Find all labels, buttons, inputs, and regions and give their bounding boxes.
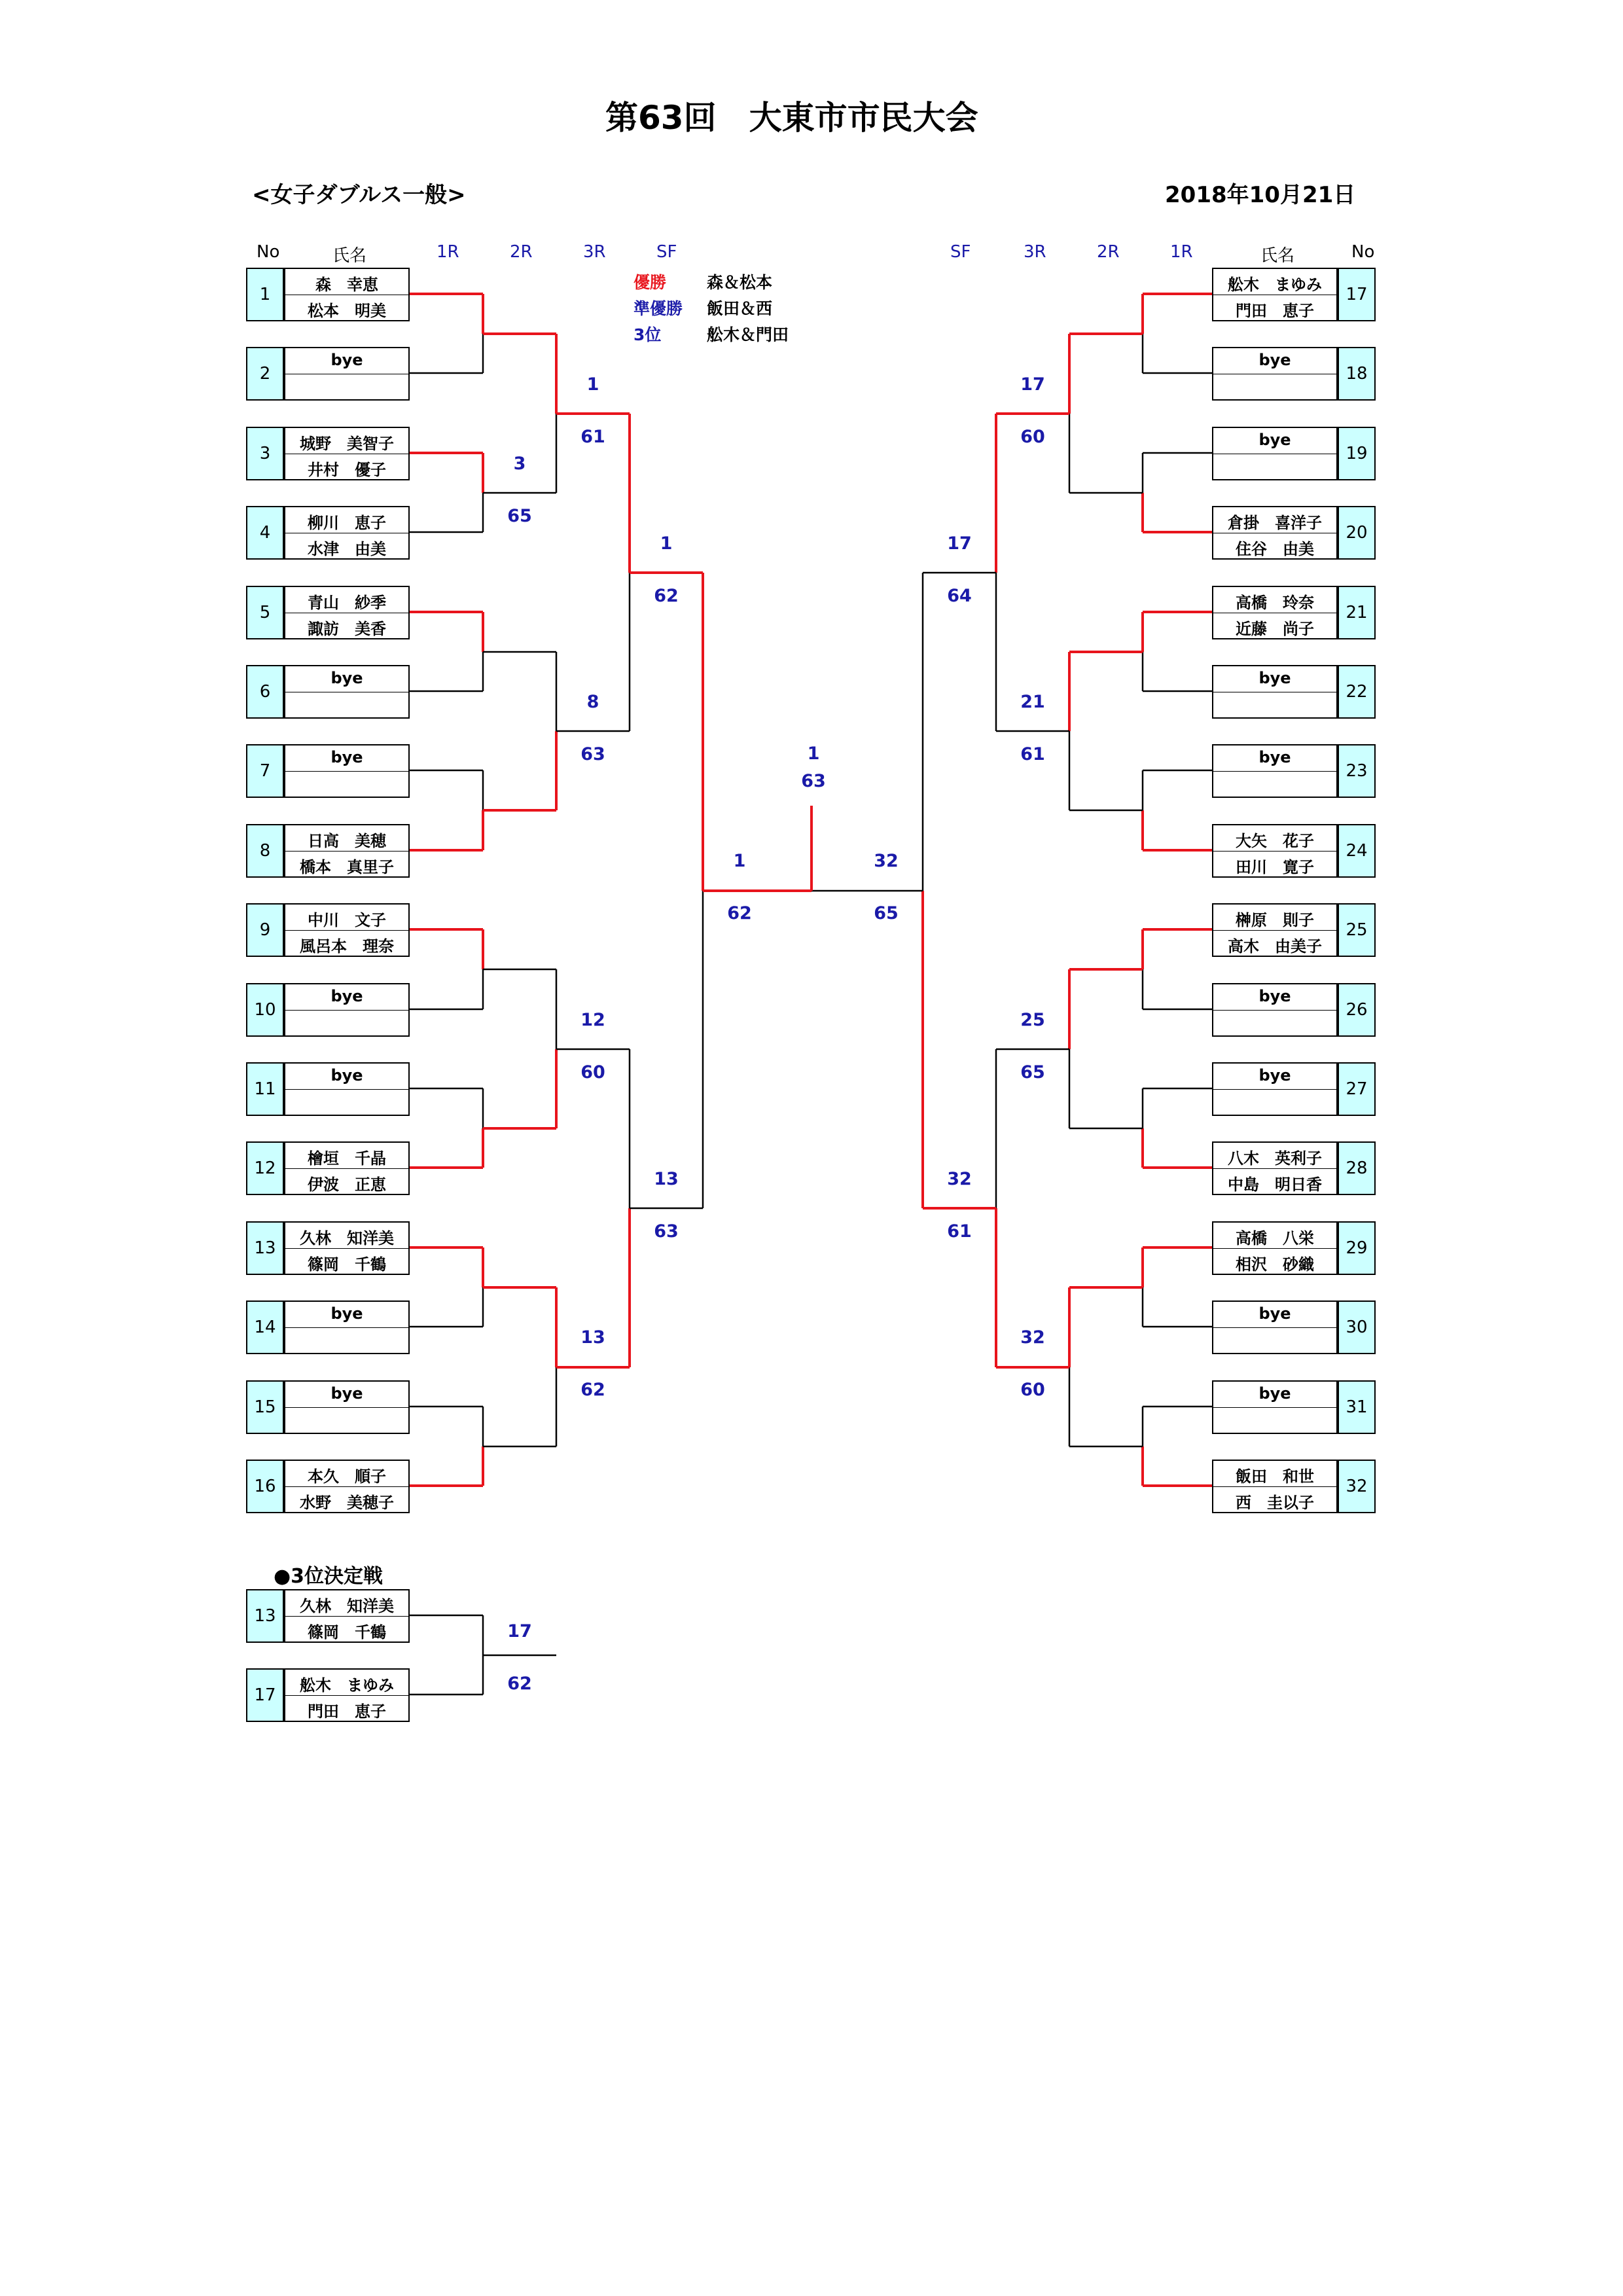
entry-name-box bbox=[1212, 586, 1338, 639]
entry-name-box bbox=[284, 665, 410, 719]
player-name: 柳川 恵子 bbox=[308, 514, 386, 532]
match-score: 13 bbox=[580, 1327, 605, 1348]
player-name: 水野 美穂子 bbox=[300, 1494, 394, 1512]
entry-name-box bbox=[1212, 903, 1338, 957]
name-divider bbox=[1213, 1089, 1336, 1090]
entry-name-box bbox=[284, 1221, 410, 1275]
entry-number: 10 bbox=[246, 983, 284, 1037]
player-name: 久林 知洋美 bbox=[300, 1597, 394, 1615]
entry-number: 32 bbox=[1338, 1460, 1376, 1513]
player-name: 舩木 まゆみ bbox=[1228, 276, 1322, 294]
name-divider bbox=[1213, 771, 1336, 772]
name-divider bbox=[1213, 1327, 1336, 1328]
player-name: 榊原 則子 bbox=[1236, 911, 1314, 929]
match-score: 63 bbox=[580, 744, 605, 764]
entry-number: 22 bbox=[1338, 665, 1376, 719]
entry-name-box bbox=[1212, 1141, 1338, 1195]
player-name: bye bbox=[330, 987, 363, 1005]
entry-name-box bbox=[1212, 1300, 1338, 1354]
player-name: 西 圭以子 bbox=[1236, 1494, 1314, 1512]
player-name: bye bbox=[330, 1066, 363, 1085]
entry-number: 12 bbox=[246, 1141, 284, 1195]
player-name: bye bbox=[1258, 351, 1291, 369]
player-name: 高橋 玲奈 bbox=[1236, 594, 1314, 612]
entry-name-box bbox=[284, 1141, 410, 1195]
match-score: 8 bbox=[586, 692, 599, 712]
match-score: 61 bbox=[580, 427, 605, 447]
player-name: 田川 寛子 bbox=[1236, 858, 1314, 876]
entry-number: 5 bbox=[246, 586, 284, 639]
name-divider bbox=[285, 771, 408, 772]
player-name: bye bbox=[1258, 1384, 1291, 1403]
entry-number: 9 bbox=[246, 903, 284, 957]
player-name: 中川 文子 bbox=[308, 911, 386, 929]
player-name: 八木 英利子 bbox=[1228, 1149, 1322, 1168]
entry-number: 8 bbox=[246, 824, 284, 878]
name-divider bbox=[285, 1616, 408, 1617]
name-divider bbox=[285, 1407, 408, 1408]
match-score: 17 bbox=[947, 533, 972, 554]
player-name: bye bbox=[330, 748, 363, 766]
header-left-1r: 1R bbox=[437, 242, 459, 262]
name-divider bbox=[1213, 1168, 1336, 1169]
entry-number: 13 bbox=[246, 1221, 284, 1275]
header-left-no: No bbox=[257, 242, 280, 262]
player-name: 大矢 花子 bbox=[1236, 832, 1314, 850]
player-name: bye bbox=[330, 1384, 363, 1403]
third-place-title: ●3位決定戦 bbox=[274, 1565, 383, 1588]
player-name: 日高 美穂 bbox=[308, 832, 386, 850]
match-score: 65 bbox=[507, 506, 532, 526]
entry-name-box bbox=[1212, 665, 1338, 719]
entry-number: 20 bbox=[1338, 506, 1376, 560]
player-name: bye bbox=[1258, 987, 1291, 1005]
match-score: 63 bbox=[801, 771, 826, 791]
result-winner-value: 森＆松本 bbox=[707, 273, 773, 292]
entry-name-box bbox=[284, 268, 410, 321]
player-name: bye bbox=[1258, 748, 1291, 766]
entry-number: 11 bbox=[246, 1062, 284, 1116]
name-divider bbox=[1213, 930, 1336, 931]
result-third-value: 舩木＆門田 bbox=[707, 325, 789, 344]
entry-name-box bbox=[1212, 506, 1338, 560]
name-divider bbox=[285, 1010, 408, 1011]
header-right-2r: 2R bbox=[1097, 242, 1120, 262]
player-name: 水津 由美 bbox=[308, 540, 386, 558]
result-runnerup-label: 準優勝 bbox=[633, 299, 683, 318]
match-score: 12 bbox=[580, 1010, 605, 1030]
entry-name-box bbox=[284, 983, 410, 1037]
player-name: bye bbox=[330, 351, 363, 369]
player-name: 森 幸恵 bbox=[315, 276, 378, 294]
entry-number: 14 bbox=[246, 1300, 284, 1354]
player-name: bye bbox=[1258, 1066, 1291, 1085]
entry-name-box bbox=[284, 427, 410, 480]
player-name: bye bbox=[330, 1304, 363, 1323]
player-name: 諏訪 美香 bbox=[308, 620, 386, 638]
result-winner-label: 優勝 bbox=[633, 273, 667, 292]
entry-number: 28 bbox=[1338, 1141, 1376, 1195]
entry-number: 19 bbox=[1338, 427, 1376, 480]
entry-number: 30 bbox=[1338, 1300, 1376, 1354]
match-score: 60 bbox=[1020, 427, 1045, 447]
entry-name-box bbox=[284, 347, 410, 401]
name-divider bbox=[285, 1486, 408, 1487]
player-name: bye bbox=[1258, 669, 1291, 687]
player-name: bye bbox=[1258, 1304, 1291, 1323]
entry-name-box bbox=[284, 1380, 410, 1434]
header-right-3r: 3R bbox=[1024, 242, 1046, 262]
player-name: 舩木 まゆみ bbox=[300, 1676, 394, 1695]
entry-name-box bbox=[284, 1589, 410, 1643]
player-name: 高橋 八栄 bbox=[1236, 1229, 1314, 1247]
match-score: 32 bbox=[1020, 1327, 1045, 1348]
match-score: 13 bbox=[654, 1169, 679, 1189]
result-third-label: 3位 bbox=[633, 325, 662, 344]
player-name: 倉掛 喜洋子 bbox=[1228, 514, 1322, 532]
name-divider bbox=[285, 1089, 408, 1090]
match-score: 62 bbox=[654, 586, 679, 606]
entry-name-box bbox=[284, 586, 410, 639]
match-score: 65 bbox=[1020, 1062, 1045, 1083]
match-score: 32 bbox=[874, 851, 899, 871]
match-score: 61 bbox=[1020, 744, 1045, 764]
header-right-no: No bbox=[1351, 242, 1375, 262]
player-name: 高木 由美子 bbox=[1228, 937, 1322, 956]
name-divider bbox=[285, 1248, 408, 1249]
match-score: 62 bbox=[580, 1380, 605, 1400]
entry-name-box bbox=[284, 1062, 410, 1116]
entry-number: 4 bbox=[246, 506, 284, 560]
player-name: 井村 優子 bbox=[308, 461, 386, 479]
header-left-3r: 3R bbox=[583, 242, 606, 262]
header-left-name: 氏名 bbox=[332, 246, 367, 266]
match-score: 60 bbox=[580, 1062, 605, 1083]
third-place-winner: 17 bbox=[507, 1621, 532, 1641]
match-score: 21 bbox=[1020, 692, 1045, 712]
header-right-sf: SF bbox=[950, 242, 971, 262]
player-name: 篠岡 千鶴 bbox=[308, 1623, 386, 1641]
player-name: 門田 恵子 bbox=[1236, 302, 1314, 320]
player-name: 松本 明美 bbox=[308, 302, 386, 320]
entry-number: 7 bbox=[246, 744, 284, 798]
name-divider bbox=[1213, 1010, 1336, 1011]
entry-number: 27 bbox=[1338, 1062, 1376, 1116]
match-score: 1 bbox=[586, 374, 599, 395]
player-name: 住谷 由美 bbox=[1236, 540, 1314, 558]
match-score: 32 bbox=[947, 1169, 972, 1189]
player-name: bye bbox=[1258, 431, 1291, 449]
player-name: 本久 順子 bbox=[308, 1467, 386, 1486]
entry-name-box bbox=[1212, 347, 1338, 401]
match-score: 1 bbox=[733, 851, 746, 871]
name-divider bbox=[285, 1168, 408, 1169]
match-score: 64 bbox=[947, 586, 972, 606]
entry-name-box bbox=[1212, 1062, 1338, 1116]
entry-number: 17 bbox=[246, 1668, 284, 1722]
player-name: 橋本 真里子 bbox=[300, 858, 394, 876]
match-score: 62 bbox=[727, 903, 752, 924]
entry-number: 21 bbox=[1338, 586, 1376, 639]
entry-number: 18 bbox=[1338, 347, 1376, 401]
player-name: bye bbox=[330, 669, 363, 687]
name-divider bbox=[1213, 1486, 1336, 1487]
match-score: 1 bbox=[660, 533, 673, 554]
entry-number: 13 bbox=[246, 1589, 284, 1643]
entry-name-box bbox=[1212, 1460, 1338, 1513]
match-score: 3 bbox=[513, 454, 526, 474]
player-name: 相沢 砂織 bbox=[1236, 1255, 1314, 1274]
player-name: 檜垣 千晶 bbox=[308, 1149, 386, 1168]
entry-name-box bbox=[1212, 1380, 1338, 1434]
entry-name-box bbox=[284, 1668, 410, 1722]
entry-number: 16 bbox=[246, 1460, 284, 1513]
entry-number: 23 bbox=[1338, 744, 1376, 798]
player-name: 門田 恵子 bbox=[308, 1702, 386, 1721]
entry-name-box bbox=[284, 1460, 410, 1513]
player-name: 青山 紗季 bbox=[308, 594, 386, 612]
name-divider bbox=[285, 851, 408, 852]
header-right-name: 氏名 bbox=[1260, 246, 1295, 266]
entry-name-box bbox=[1212, 427, 1338, 480]
name-divider bbox=[1213, 1407, 1336, 1408]
entry-name-box bbox=[1212, 824, 1338, 878]
entry-number: 6 bbox=[246, 665, 284, 719]
player-name: 篠岡 千鶴 bbox=[308, 1255, 386, 1274]
entry-number: 24 bbox=[1338, 824, 1376, 878]
player-name: 風呂本 理奈 bbox=[300, 937, 394, 956]
match-score: 60 bbox=[1020, 1380, 1045, 1400]
player-name: 近藤 尚子 bbox=[1236, 620, 1314, 638]
player-name: 飯田 和世 bbox=[1236, 1467, 1314, 1486]
header-left-2r: 2R bbox=[510, 242, 533, 262]
match-score: 25 bbox=[1020, 1010, 1045, 1030]
event-date: 2018年10月21日 bbox=[1165, 182, 1356, 208]
entry-name-box bbox=[1212, 1221, 1338, 1275]
entry-number: 17 bbox=[1338, 268, 1376, 321]
match-score: 65 bbox=[874, 903, 899, 924]
result-runnerup-value: 飯田＆西 bbox=[707, 299, 773, 318]
entry-number: 31 bbox=[1338, 1380, 1376, 1434]
entry-name-box bbox=[1212, 983, 1338, 1037]
entry-name-box bbox=[1212, 744, 1338, 798]
entry-number: 15 bbox=[246, 1380, 284, 1434]
match-score: 63 bbox=[654, 1221, 679, 1242]
category-label: <女子ダブルス一般> bbox=[252, 182, 466, 208]
entry-number: 26 bbox=[1338, 983, 1376, 1037]
name-divider bbox=[1213, 851, 1336, 852]
name-divider bbox=[285, 1327, 408, 1328]
entry-name-box bbox=[284, 1300, 410, 1354]
name-divider bbox=[1213, 1248, 1336, 1249]
third-place-score: 62 bbox=[507, 1674, 532, 1694]
entry-number: 3 bbox=[246, 427, 284, 480]
entry-name-box bbox=[284, 824, 410, 878]
entry-name-box bbox=[1212, 268, 1338, 321]
entry-name-box bbox=[284, 744, 410, 798]
match-score: 61 bbox=[947, 1221, 972, 1242]
name-divider bbox=[285, 1695, 408, 1696]
entry-number: 25 bbox=[1338, 903, 1376, 957]
player-name: 中島 明日香 bbox=[1228, 1175, 1322, 1194]
header-left-sf: SF bbox=[656, 242, 677, 262]
entry-name-box bbox=[284, 506, 410, 560]
name-divider bbox=[285, 930, 408, 931]
entry-number: 2 bbox=[246, 347, 284, 401]
player-name: 城野 美智子 bbox=[300, 435, 394, 453]
player-name: 久林 知洋美 bbox=[300, 1229, 394, 1247]
header-right-1r: 1R bbox=[1170, 242, 1193, 262]
entry-name-box bbox=[284, 903, 410, 957]
entry-number: 1 bbox=[246, 268, 284, 321]
entry-number: 29 bbox=[1338, 1221, 1376, 1275]
player-name: 伊波 正恵 bbox=[308, 1175, 386, 1194]
page-title: 第63回 大東市市民大会 bbox=[605, 99, 978, 137]
match-score: 1 bbox=[807, 744, 820, 764]
match-score: 17 bbox=[1020, 374, 1045, 395]
